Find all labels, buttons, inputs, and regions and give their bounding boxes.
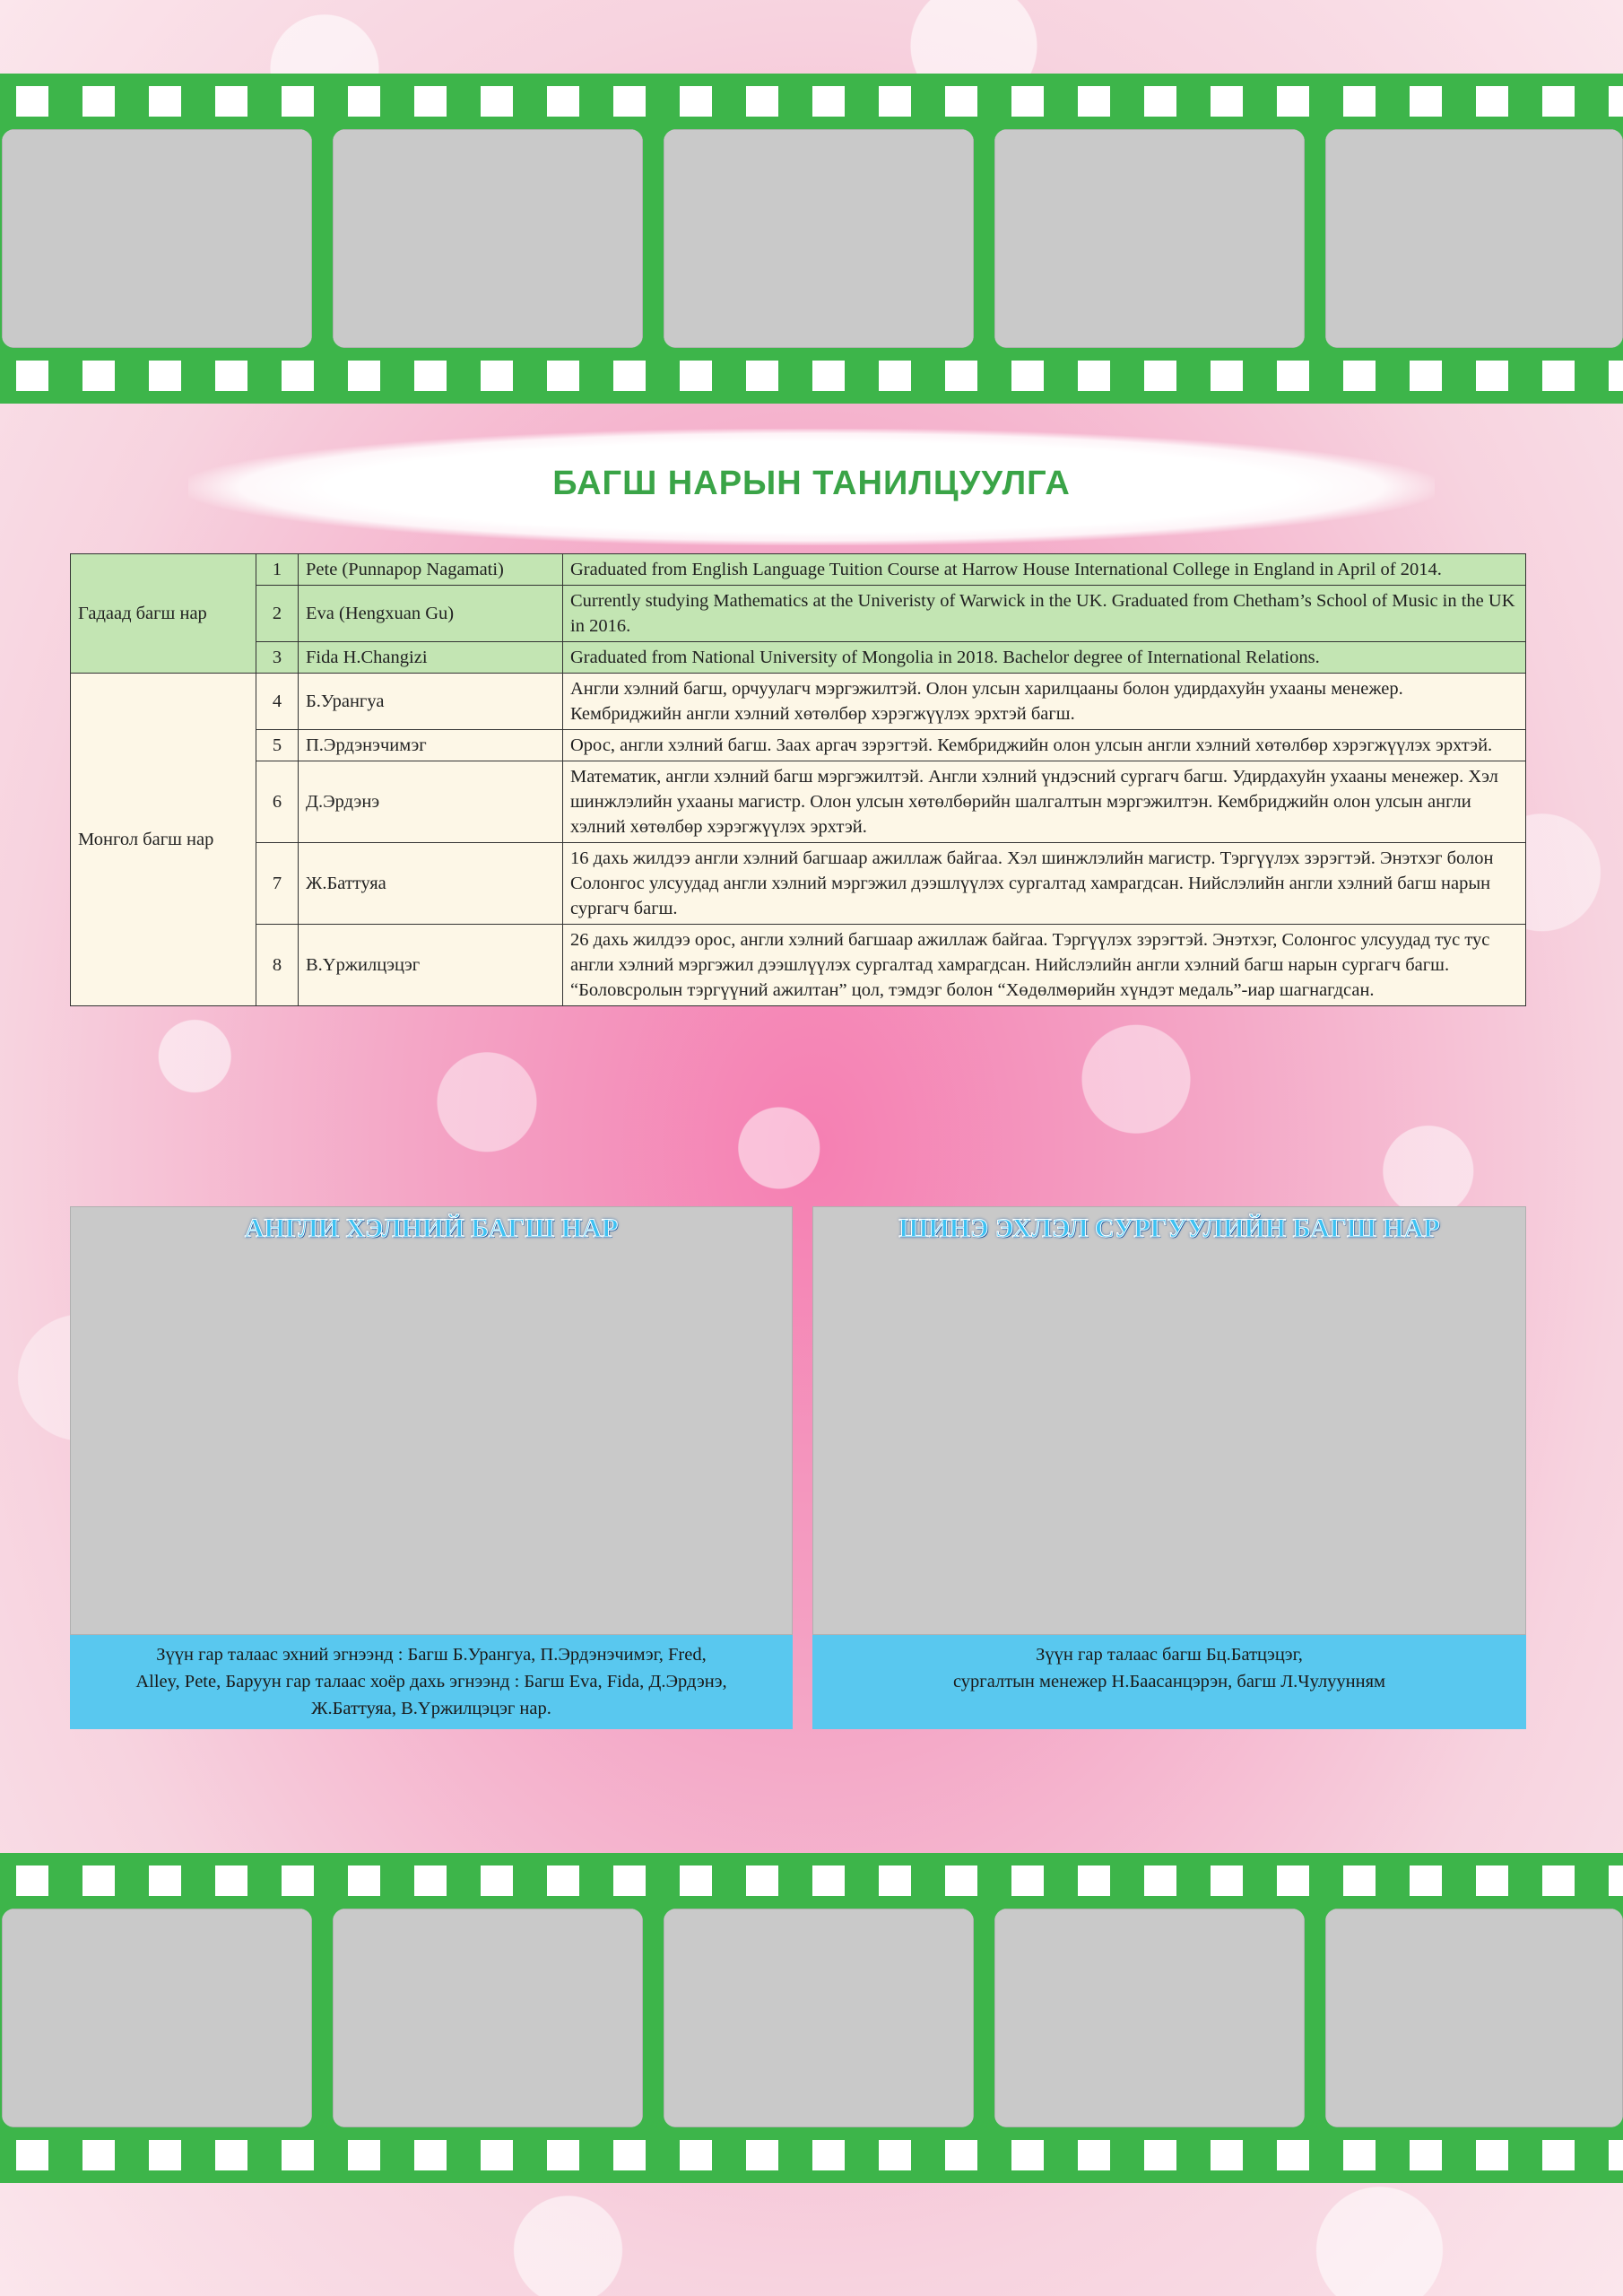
film-strip-bottom: [0, 1853, 1623, 2183]
teacher-name: Д.Эрдэнэ: [299, 761, 563, 843]
table-row: [71, 761, 1526, 843]
caption-line: Зүүн гар талаас багш Бц.Батцэцэг,: [1036, 1645, 1303, 1665]
film-frame-photo: [333, 129, 643, 348]
film-strip-top: [0, 74, 1623, 404]
film-frames: [0, 1909, 1623, 2127]
table-row: [71, 674, 1526, 730]
photo-placeholder: [994, 1909, 1305, 2127]
table-row: [71, 554, 1526, 586]
teacher-description: Graduated from English Language Tuition Course at Harrow House International College in England in April of 2014.: [563, 554, 1526, 586]
teacher-name: Fida H.Changizi: [299, 642, 563, 674]
film-perforations: [0, 1866, 1623, 1896]
photo-placeholder: [1325, 1909, 1623, 2127]
film-perforations: [0, 2140, 1623, 2170]
film-frame-photo: [2, 1909, 312, 2127]
film-perforations: [0, 86, 1623, 117]
photo-title: ШИНЭ ЭХЛЭЛ СУРГУУЛИЙН БАГШ НАР: [898, 1213, 1440, 1243]
photo-caption: [812, 1635, 1526, 1729]
photo-title: АНГЛИ ХЭЛНИЙ БАГШ НАР: [244, 1213, 619, 1243]
film-perforations: [0, 361, 1623, 391]
photo-placeholder: [333, 1909, 643, 2127]
table-row: [71, 642, 1526, 674]
film-frame-photo: [333, 1909, 643, 2127]
school-teachers-photo-block: [812, 1206, 1526, 1729]
caption-line: Ж.Баттуяа, В.Үржилцэцэг нар.: [311, 1699, 551, 1718]
group-label: Монгол багш нар: [71, 674, 256, 1006]
film-frame-photo: [2, 129, 312, 348]
row-number: 8: [256, 925, 299, 1006]
photo-placeholder: [664, 129, 974, 348]
row-number: 2: [256, 586, 299, 642]
caption-line: сургалтын менежер Н.Баасанцэрэн, багш Л.Чулуунням: [952, 1672, 1386, 1692]
row-number: 1: [256, 554, 299, 586]
film-frame-photo: [664, 129, 974, 348]
row-number: 7: [256, 843, 299, 925]
photo-caption: [70, 1635, 793, 1729]
photo-placeholder: [664, 1909, 974, 2127]
teacher-name: Ж.Баттуяа: [299, 843, 563, 925]
table-row: [71, 925, 1526, 1006]
film-frame-photo: [664, 1909, 974, 2127]
teacher-description: 26 дахь жилдээ орос, англи хэлний багшаар ажиллаж байгаа. Тэргүүлэх зэрэгтэй. Энэтхэг, Солонгос улсуудад тус тус англи хэлний мэргэжил дээшлүүлэх сургалтад хамрагдсан. Нийслэлийн англи хэлний багш нарын сургагч багш. “Боловсролын тэргүүний ажилтан” цол, тэмдэг болон “Хөдөлмөрийн хүндэт медаль”-иар шагнагдсан.: [563, 925, 1526, 1006]
film-frame-photo: [994, 129, 1305, 348]
teacher-description: 16 дахь жилдээ англи хэлний багшаар ажиллаж байгаа. Хэл шинжлэлийн магистр. Тэргүүлэх зэрэгтэй. Энэтхэг болон Солонгос улсуудад англи хэлний мэргэжил дээшлүүлэх сургалтад хамрагдсан. Нийслэлийн англи хэлний багш нарын сургагч багш.: [563, 843, 1526, 925]
row-number: 4: [256, 674, 299, 730]
table-row: [71, 586, 1526, 642]
teacher-description: Математик, англи хэлний багш мэргэжилтэй. Англи хэлний үндэсний сургагч багш. Удирдахуйн ухааны менежер. Хэл шинжлэлийн ухааны магистр. Олон улсын хөтөлбөрийн шалгалтын мэргэжилтэн. Кембриджийн олон улсын англи хэлний хөтөлбөр хэрэгжүүлэх эрхтэй.: [563, 761, 1526, 843]
teacher-name: В.Үржилцэцэг: [299, 925, 563, 1006]
film-frame-photo: [994, 1909, 1305, 2127]
teacher-name: Б.Урангуа: [299, 674, 563, 730]
photo-placeholder: [1325, 129, 1623, 348]
teacher-description: Англи хэлний багш, орчуулагч мэргэжилтэй. Олон улсын харилцааны болон удирдахуйн ухааны менежер. Кембриджийн англи хэлний хөтөлбөр хэрэгжүүлэх эрхтэй багш.: [563, 674, 1526, 730]
row-number: 6: [256, 761, 299, 843]
page-title: БАГШ НАРЫН ТАНИЛЦУУЛГА: [552, 465, 1071, 502]
english-teachers-photo: [70, 1206, 793, 1635]
english-teachers-photo-block: [70, 1206, 793, 1729]
table-row: [71, 843, 1526, 925]
caption-line: Зүүн гар талаас эхний эгнээнд : Багш Б.Урангуа, П.Эрдэнэчимэг, Fred,: [156, 1645, 707, 1665]
teacher-name: П.Эрдэнэчимэг: [299, 730, 563, 761]
photo-placeholder: [333, 129, 643, 348]
teacher-description: Орос, англи хэлний багш. Заах аргач зэрэгтэй. Кембриджийн олон улсын англи хэлний хөтөлбөр хэрэгжүүлэх эрхтэй.: [563, 730, 1526, 761]
film-frames: [0, 129, 1623, 348]
caption-line: Alley, Pete, Баруун гар талаас хоёр дахь эгнээнд : Багш Eva, Fida, Д.Эрдэнэ,: [135, 1672, 727, 1692]
title-banner: [188, 429, 1435, 545]
group-label: Гадаад багш нар: [71, 554, 256, 674]
photo-placeholder: [2, 129, 312, 348]
photo-placeholder: [812, 1206, 1526, 1635]
row-number: 5: [256, 730, 299, 761]
table-row: [71, 730, 1526, 761]
photo-placeholder: [2, 1909, 312, 2127]
school-teachers-photo: [812, 1206, 1526, 1635]
teacher-description: Currently studying Mathematics at the Univeristy of Warwick in the UK. Graduated from Chetham’s School of Music in the UK in 2016.: [563, 586, 1526, 642]
film-frame-photo: [1325, 129, 1623, 348]
photo-placeholder: [70, 1206, 793, 1635]
teacher-name: Pete (Punnapop Nagamati): [299, 554, 563, 586]
teacher-description: Graduated from National University of Mongolia in 2018. Bachelor degree of International Relations.: [563, 642, 1526, 674]
teachers-table: [70, 553, 1526, 1006]
row-number: 3: [256, 642, 299, 674]
photo-placeholder: [994, 129, 1305, 348]
film-frame-photo: [1325, 1909, 1623, 2127]
teacher-name: Eva (Hengxuan Gu): [299, 586, 563, 642]
